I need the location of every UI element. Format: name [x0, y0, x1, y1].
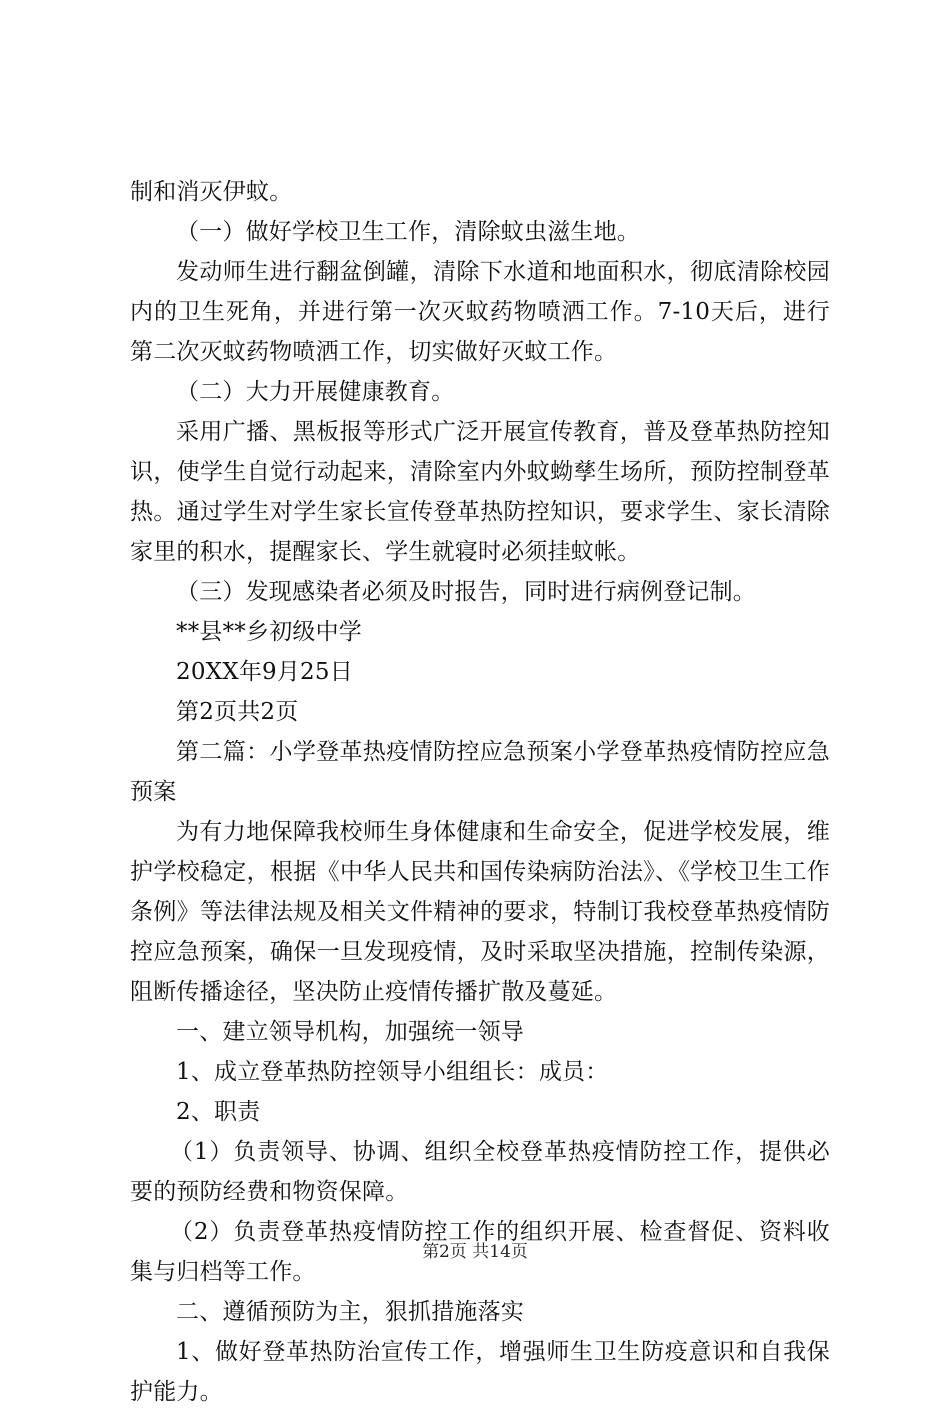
section-title: 第二篇：小学登革热疫情防控应急预案小学登革热疫情防控应急预案	[130, 739, 830, 805]
inline-page-number: 第2页共2页	[176, 699, 299, 725]
heading-1: 一、建立领导机构，加强统一领导	[176, 1019, 524, 1045]
paragraph-intro: 为有力地保障我校师生身体健康和生命安全，促进学校发展，维护学校稳定，根据《中华人民共和国传染病防治法》、《学校卫生工作条例》等法律法规及相关文件精神的要求，特制订我校登革热疫情防控应急预案，确保一旦发现疫情，及时采取坚决措施，控制传染源，阻断传播途径，坚决防止疫情传播扩散及蔓延。	[130, 819, 830, 1005]
page-footer: 第2页 共14页	[422, 1242, 528, 1262]
list-item-2: 2、职责	[176, 1099, 261, 1125]
signature-date: 20XX年9月25日	[176, 659, 353, 685]
heading-2: 二、遵循预防为主，狠抓措施落实	[176, 1299, 524, 1325]
sub-item-1: （1）负责领导、协调、组织全校登革热疫情防控工作，提供必要的预防经费和物资保障。	[130, 1139, 830, 1205]
paragraph-5: 采用广播、黑板报等形式广泛开展宣传教育，普及登革热防控知识，使学生自觉行动起来，清除室内外蚊蚴孳生场所，预防控制登革热。通过学生对学生家长宣传登革热防控知识，要求学生、家长清除家里的积水，提醒家长、学生就寝时必须挂蚊帐。	[130, 419, 830, 565]
paragraph-3: 发动师生进行翻盆倒罐，清除下水道和地面积水，彻底清除校园内的卫生死角，并进行第一次灭蚊药物喷洒工作。7-10天后，进行第二次灭蚊药物喷洒工作，切实做好灭蚊工作。	[130, 259, 830, 365]
document-body	[130, 172, 830, 1412]
signature-school: **县**乡初级中学	[176, 619, 362, 645]
list-item-1: 1、成立登革热防控领导小组组长：成员：	[176, 1059, 609, 1085]
paragraph-1: 制和消灭伊蚊。	[130, 179, 293, 205]
list-item-3: 1、做好登革热防治宣传工作，增强师生卫生防疫意识和自我保护能力。	[130, 1339, 830, 1405]
paragraph-6: （三）发现感染者必须及时报告，同时进行病例登记制。	[176, 579, 756, 605]
sub-item-2: （2）负责登革热疫情防控工作的组织开展、检查督促、资料收集与归档等工作。	[130, 1219, 830, 1285]
paragraph-4: （二）大力开展健康教育。	[176, 379, 455, 405]
paragraph-2: （一）做好学校卫生工作，清除蚊虫滋生地。	[176, 219, 640, 245]
